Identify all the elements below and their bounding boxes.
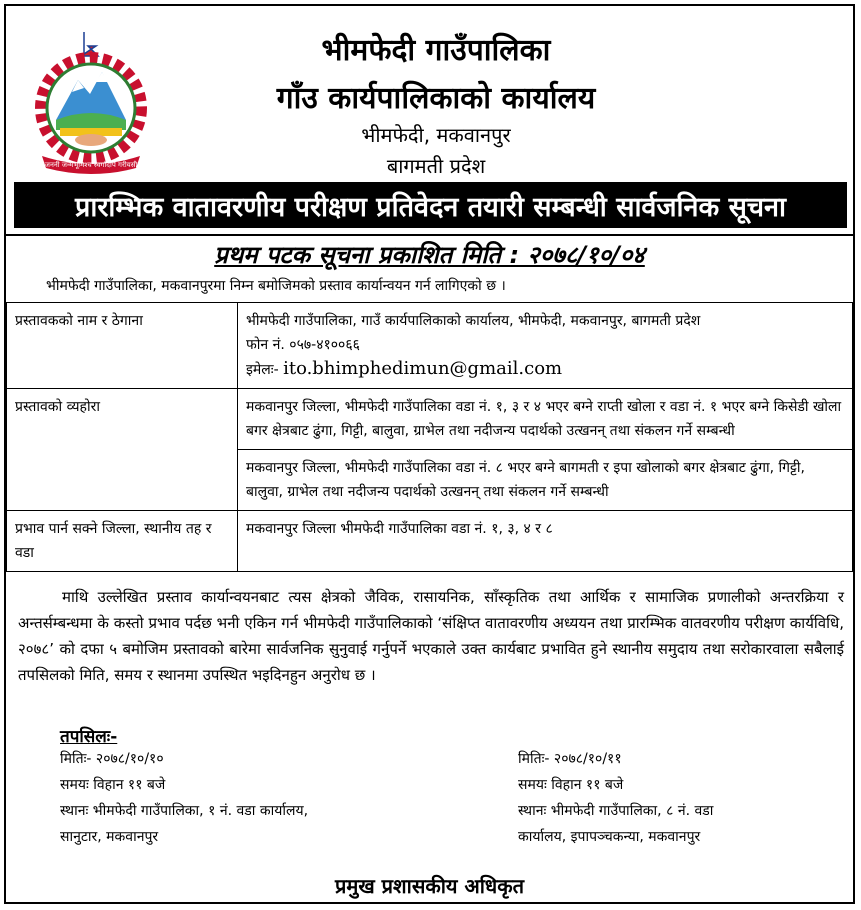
schedule-date: मितिः- २०७८/१०/१० xyxy=(60,751,164,767)
table-row xyxy=(7,511,853,572)
schedule-place-cont: सानुटार, मकवानपुर xyxy=(60,829,159,845)
schedule-time: समयः विहान ११ बजे xyxy=(518,777,624,793)
schedule-place: स्थानः भीमफेदी गाउँपालिका, ८ नं. वडा xyxy=(518,803,714,819)
schedule-time: समयः विहान ११ बजे xyxy=(60,777,166,793)
schedule-place: स्थानः भीमफेदी गाउँपालिका, १ नं. वडा कार्यालय, xyxy=(60,803,309,819)
email-link[interactable]: ito.bhimphedimun@gmail.com xyxy=(283,358,563,379)
divider xyxy=(6,234,853,236)
province-name: बागमती प्रदेश xyxy=(386,154,486,178)
email-label: इमेलः- xyxy=(246,362,279,378)
proposal-table xyxy=(6,302,853,572)
schedule-left xyxy=(60,746,440,850)
proposer-phone: फोन नं. ०५७-४१००६६ xyxy=(246,337,360,353)
proposal-detail-a: मकवानपुर जिल्ला, भीमफेदी गाउँपालिका वडा नं. १, ३ र ४ भएर बग्ने राप्ती खोला र वडा नं. १ भएर बग्ने किसेडी खोला बगर क्षेत्रबाट ढुंगा, गिट्टी, बालुवा, ग्राभेल तथा नदीजन्य पदार्थको उत्खनन् तथा संकलन गर्ने सम्बन्धी xyxy=(238,389,853,450)
proposer-label: प्रस्तावकको नाम र ठेगाना xyxy=(7,303,238,389)
notice-page xyxy=(4,4,855,904)
schedule-right xyxy=(518,746,848,850)
table-row xyxy=(7,389,853,450)
schedule-date: मितिः- २०७८/१०/११ xyxy=(518,751,622,767)
emblem-motto: जननी जन्मभूमिश्च स्वर्गादपि गरीयसी xyxy=(44,161,138,169)
proposal-detail-b: मकवानपुर जिल्ला, भीमफेदी गाउँपालिका वडा नं. ८ भएर बग्ने बागमती र इपा खोलाको बगर क्षेत्रबाट ढुंगा, गिट्टी, बालुवा, ग्राभेल तथा नदीजन्य पदार्थको उत्खनन् तथा संकलन गर्ने सम्बन्धी xyxy=(238,450,853,511)
notice-paragraph: माथि उल्लेखित प्रस्ताव कार्यान्वयनबाट त्यस क्षेत्रको जैविक, रासायनिक, साँस्कृतिक तथा आर्थिक र सामाजिक प्रणालीको अन्तरक्रिया र अन्तर्सम्बन्धमा के कस्तो प्रभाव पर्दछ भनी एकिन गर्न भीमफेदी गाउँपालिकाको ‘संक्षिप्त वातावरणीय अध्ययन तथा प्रारम्भिक वातवरणीय परीक्षण कार्यविधि, २०७८’ को दफा ५ बमोजिम प्रस्तावको बारेमा सार्वजनिक सुनुवाई गर्नुपर्ने भएकाले उक्त कार्यबाट प्रभावित हुने स्थानीय समुदाय तथा सरोकारवाला सबैलाई तपसिलको मिति, समय र स्थानमा उपस्थित भइदिनहुन अनुरोध छ । xyxy=(18,588,844,684)
intro-text: भीमफेदी गाउँपालिका, मकवानपुरमा निम्न बमोजिमको प्रस्ताव कार्यान्वयन गर्न लागिएको छ । xyxy=(46,278,506,294)
municipality-name: भीमफेदी गाउँपालिका xyxy=(321,33,551,68)
schedule-place-cont: कार्यालय, इपापञ्चकन्या, मकवानपुर xyxy=(518,829,701,845)
proposer-email-line xyxy=(246,357,844,382)
affected-area-value: मकवानपुर जिल्ला भीमफेदी गाउँपालिका वडा नं. १, ३, ४ र ८ xyxy=(238,511,853,572)
table-row xyxy=(7,303,853,389)
schedule-title: तपसिलः- xyxy=(60,727,118,747)
office-location: भीमफेदी, मकवानपुर xyxy=(361,123,511,147)
signatory-title: प्रमुख प्रशासकीय अधिकृत xyxy=(335,874,524,898)
proposer-details xyxy=(238,303,853,389)
proposer-address: भीमफेदी गाउँपालिका, गाउँ कार्यपालिकाको कार्यालय, भीमफेदी, मकवानपुर, बागमती प्रदेश xyxy=(246,313,701,329)
proposal-label: प्रस्तावको व्यहोरा xyxy=(7,389,238,511)
affected-area-label: प्रभाव पार्न सक्ने जिल्ला, स्थानीय तह र वडा xyxy=(7,511,238,572)
office-name: गाँउ कार्यपालिकाको कार्यालय xyxy=(276,81,596,116)
nepal-emblem-icon xyxy=(32,28,150,174)
notice-title-banner: प्रारम्भिक वातावरणीय परीक्षण प्रतिवेदन तयारी सम्बन्धी सार्वजनिक सूचना xyxy=(14,182,847,228)
publish-date: प्रथम पटक सूचना प्रकाशित मिति : २०७८/१०/०४ xyxy=(214,241,645,269)
